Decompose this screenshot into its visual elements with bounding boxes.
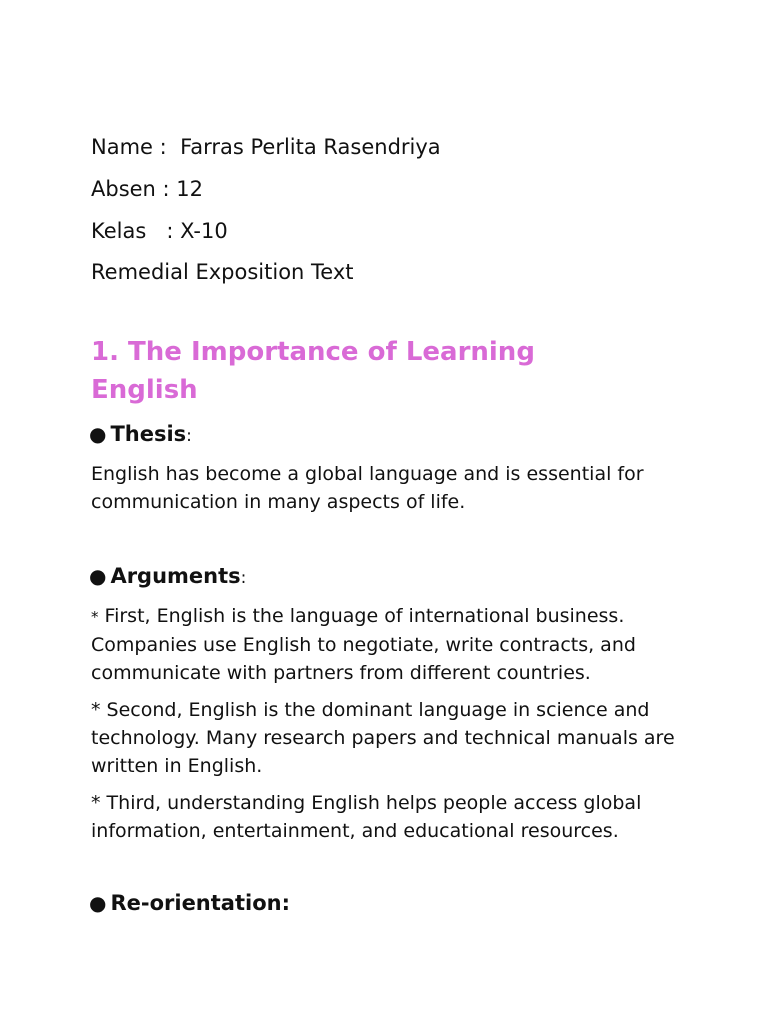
argument-text: Second, English is the dominant language in science and technology. Many research papers and technical manuals are written in English.: [91, 699, 675, 777]
argument-marker: *: [91, 792, 101, 814]
argument-text: First, English is the language of international business. Companies use English to negotiate, write contracts, and communicate with partners from different countries.: [91, 605, 636, 684]
reorientation-label-text: Re-orientation:: [110, 891, 290, 915]
reorientation-label: [89, 891, 290, 915]
argument-item-2: [91, 696, 691, 780]
name-value: Farras Perlita Rasendriya: [180, 135, 441, 159]
thesis-label: [89, 422, 192, 446]
kelas-label: Kelas: [91, 219, 147, 243]
document-type: Remedial Exposition Text: [91, 260, 354, 284]
argument-item-1: [91, 602, 691, 687]
section-title-line1: 1. The Importance of Learning: [91, 337, 535, 367]
arguments-colon: :: [240, 568, 247, 588]
bullet-icon: ●: [89, 891, 107, 915]
kelas-value: : X-10: [166, 219, 228, 243]
bullet-icon: ●: [89, 564, 107, 588]
section-title: [91, 333, 611, 409]
argument-item-3: [91, 789, 691, 845]
thesis-label-text: Thesis: [110, 422, 187, 446]
argument-marker: *: [91, 699, 101, 721]
section-title-line2: English: [91, 375, 198, 405]
name-line: [91, 135, 441, 159]
name-label: Name :: [91, 135, 167, 159]
bullet-icon: ●: [89, 422, 107, 446]
absen-line: Absen : 12: [91, 177, 204, 201]
thesis-colon: :: [186, 426, 192, 446]
thesis-text: English has become a global language and is essential for communication in many aspects of life.: [91, 463, 644, 513]
arguments-label-text: Arguments: [110, 564, 241, 588]
kelas-line: [91, 219, 228, 243]
argument-text: Third, understanding English helps people access global information, entertainment, and educational resources.: [91, 792, 642, 842]
argument-marker: *: [91, 608, 99, 626]
arguments-label: [89, 564, 246, 588]
